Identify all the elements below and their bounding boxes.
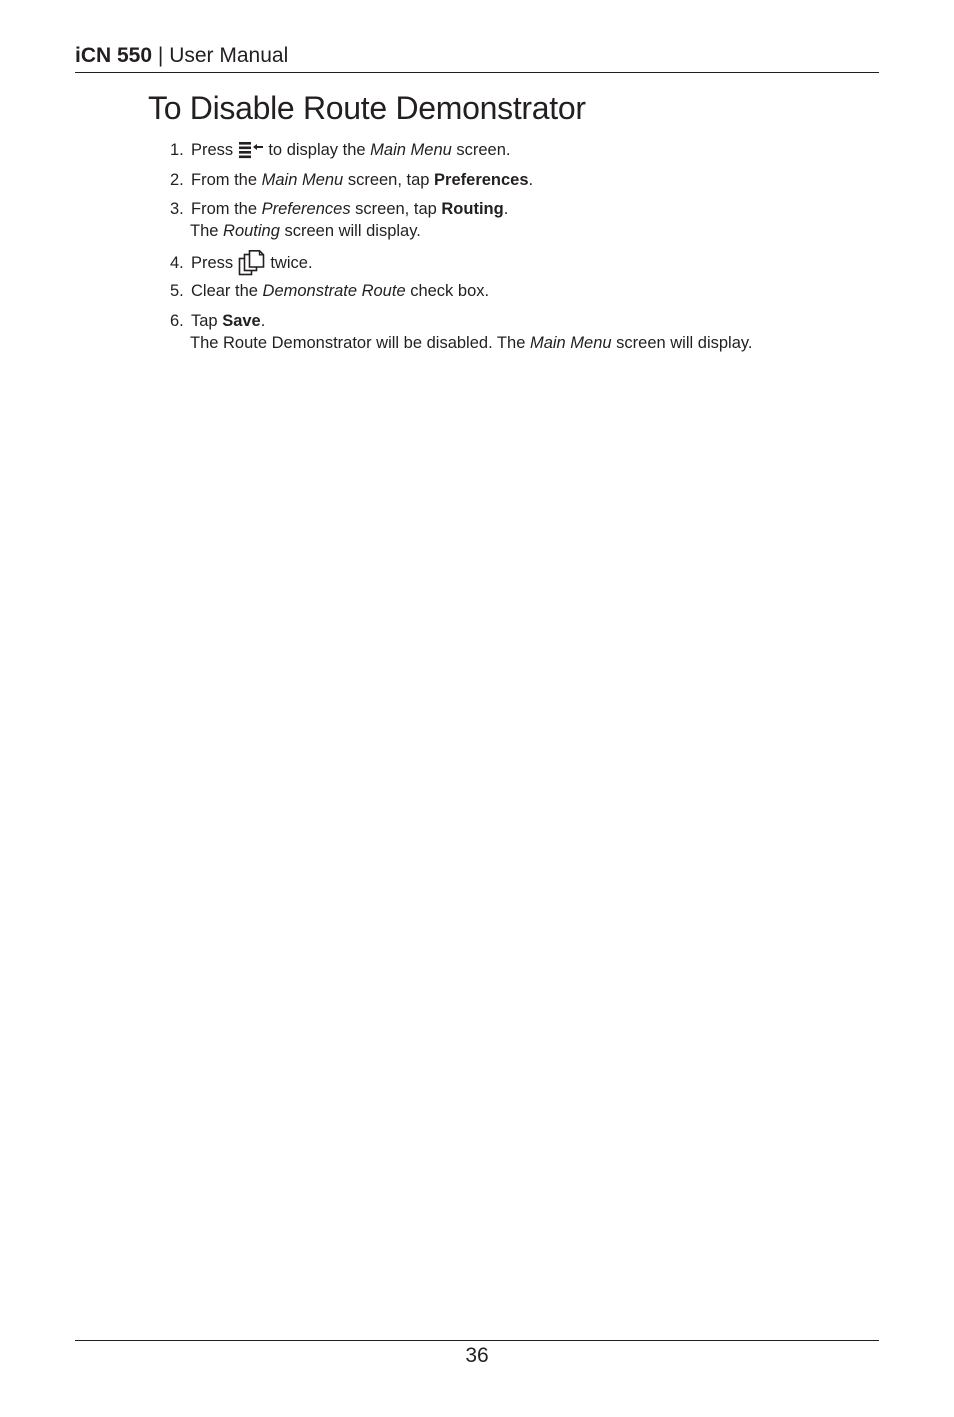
step-number: 5.: [170, 282, 184, 300]
step-number: 4.: [170, 253, 184, 272]
step-6: [170, 310, 753, 354]
step-result-text: screen will display.: [611, 334, 753, 352]
pages-icon: [238, 250, 266, 277]
header-divider: [75, 72, 879, 73]
step-number: 2.: [170, 171, 184, 189]
step-number: 3.: [170, 200, 184, 218]
step-5: [170, 280, 489, 302]
manual-title: User Manual: [169, 44, 289, 67]
menu-back-icon: [238, 141, 264, 161]
step-result-text: The Route Demonstrator will be disabled. The: [190, 334, 530, 352]
step-text: From the: [191, 200, 262, 218]
screen-name: Routing: [223, 222, 280, 240]
page-title: To Disable Route Demonstrator: [148, 90, 586, 126]
step-text: .: [528, 171, 534, 189]
step-number: 6.: [170, 312, 184, 330]
step-text: Tap: [191, 312, 223, 330]
screen-name: Preferences: [261, 200, 351, 218]
step-text: screen.: [451, 141, 511, 159]
control-name: Preferences: [434, 171, 529, 189]
screen-name: Main Menu: [261, 171, 344, 189]
control-name: Save: [222, 312, 261, 330]
control-name: Routing: [441, 200, 504, 218]
option-name: Demonstrate Route: [262, 282, 406, 300]
footer-divider: [75, 1340, 879, 1341]
step-2: [170, 169, 533, 191]
step-text: .: [260, 312, 266, 330]
header-separator: |: [157, 44, 164, 67]
step-result: [170, 220, 508, 242]
page-header: [75, 42, 288, 70]
screen-name: Main Menu: [370, 141, 452, 159]
step-3: [170, 198, 508, 242]
step-text: screen, tap: [350, 200, 442, 218]
step-text: check box.: [405, 282, 490, 300]
step-1: [170, 139, 511, 161]
page-number: 36: [465, 1344, 489, 1367]
step-text: From the: [191, 171, 262, 189]
step-text: twice.: [265, 253, 313, 272]
step-text: Clear the: [191, 282, 263, 300]
step-text: .: [503, 200, 509, 218]
step-result-text: The: [190, 222, 224, 240]
step-text: Press: [191, 141, 238, 159]
step-result: [170, 332, 753, 354]
step-text: screen, tap: [343, 171, 435, 189]
step-text: to display the: [263, 141, 371, 159]
screen-name: Main Menu: [529, 334, 612, 352]
step-text: Press: [191, 253, 238, 272]
step-result-text: screen will display.: [279, 222, 421, 240]
product-name: iCN 550: [75, 44, 153, 67]
step-4: [170, 250, 313, 277]
step-number: 1.: [170, 141, 184, 159]
